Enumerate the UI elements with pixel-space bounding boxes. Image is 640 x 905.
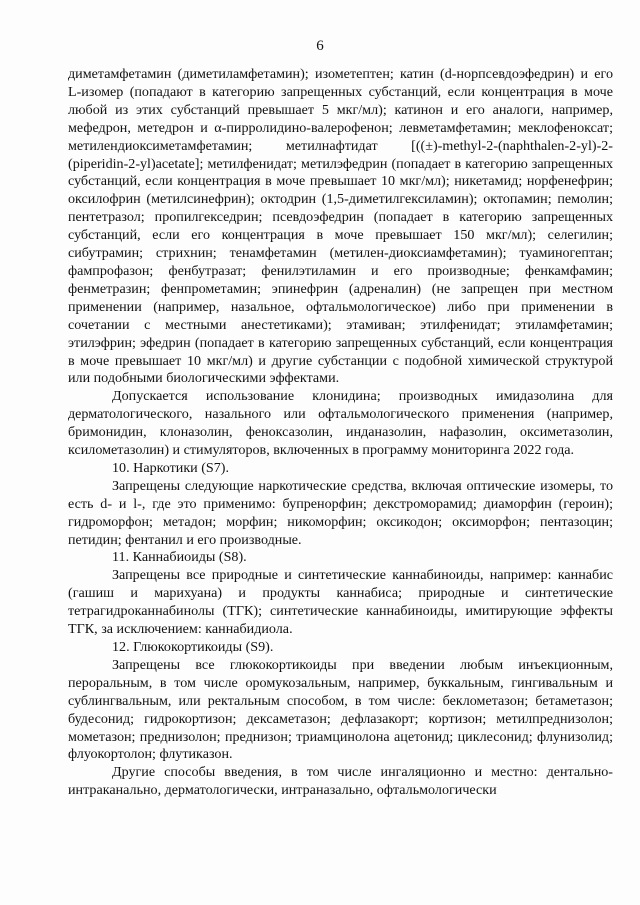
- section-heading-cannabinoids: 11. Каннабиоиды (S8).: [112, 549, 247, 566]
- paragraph-allowed-substances: Допускается использование клонидина; производных имидазолина для дерматологического, назального или офтальмологического применения (например, бримонидин, клоназолин, феноксазолин, инданазолин, нафазолин, оксиметазолин, ксилометазолин) и стимуляторов, включенных в программу мониторинга 2022 года.: [68, 388, 613, 459]
- page-number: 6: [316, 38, 324, 54]
- section-heading-glucocorticoids: 12. Глюкокортикоиды (S9).: [112, 639, 274, 655]
- paragraph-glucocorticoids: Запрещены все глюкокортикоиды при введении любым инъекционным, пероральным, в том числе оромукозальным, например, буккальным, гингивальным и сублингвальным, или ректальным способом, в том числе: беклометазон; бетаметазон; будесонид; гидрокортизон; дексаметазон; дефлазакорт; кортизон; метилпреднизолон; мометазон; преднизолон; преднизон; триамцинолона ацетонид; циклесонид; флунизолид; флуокортолон; флутиказон.: [68, 656, 613, 763]
- document-body: [68, 66, 613, 800]
- paragraph-narcotics: Запрещены следующие наркотические средства, включая оптические изомеры, то есть d- и l-, где это применимо: бупренорфин; декстроморамид; диаморфин (героин); гидроморфон; метадон; морфин; никоморфин; оксикодон; оксиморфон; пентазоцин; петидин; фентанил и его производные.: [68, 477, 613, 548]
- paragraph-stimulants-list: диметамфетамин (диметиламфетамин); изометептен; катин (d-норпсевдоэфедрин) и его L-изомер (попадают в категорию запрещенных субстанций, если концентрация в моче любой из этих субстанций превышает 5 мкг/мл); катинон и его аналоги, например, мефедрон, метедрон и α-пирролидино-валерофенон; левметамфетамин; меклофеноксат; метилендиоксиметамфетамин; метилнафтидат [((±)-methyl-2-(naphthalen-2-yl)-2-(piperidin-2-yl)acetate]; метилфенидат; метилэфедрин (попадает в категорию запрещенных субстанций, если концентрация в моче превышает 10 мкг/мл); никетамид; норфенефрин; оксилофрин (метилсинефрин); октодрин (1,5-диметилгексиламин); октопамин; пемолин; пентетразол; пропилгекседрин; псевдоэфедрин (попадает в категорию запрещенных субстанций, если его концентрация в моче превышает 150 мкг/мл); селегилин; сибутрамин; стрихнин; тенамфетамин (метилен-диоксиамфетамин); туаминогептан; фампрофазон; фенбутразат; фенилэтиламин и его производные; фенкамфамин; фенметразин; фенпрометамин; эпинефрин (адреналин) (не запрещен при местном применении (например, назальное, офтальмологическое) либо при применении в сочетании с местными анестетиками); этамиван; этилфенидат; этиламфетамин; этилэфрин; эфедрин (попадает в категорию запрещенных субстанций, если концентрация в моче превышает 10 мкг/мл) и другие субстанции с подобной химической структурой или подобными биологическими эффектами.: [68, 66, 613, 387]
- paragraph-other-routes: Другие способы введения, в том числе ингаляционно и местно: дентально-интраканально, дерматологически, интраназально, офтальмологически: [68, 764, 613, 799]
- section-heading-narcotics: 10. Наркотики (S7).: [112, 459, 230, 476]
- paragraph-cannabinoids: Запрещены все природные и синтетические каннабиноиды, например: каннабис (гашиш и марихуана) и продукты каннабиса; природные и синтетические тетрагидроканнабинолы (ТГК); синтетические каннабиноиды, имитирующие эффекты ТГК, за исключением: каннабидиола.: [68, 567, 613, 638]
